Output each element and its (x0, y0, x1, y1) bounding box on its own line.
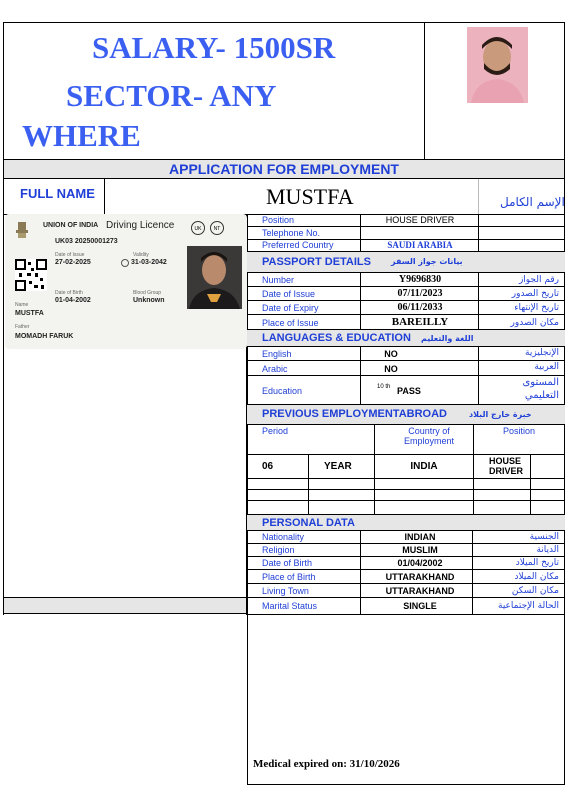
passport-place-arabic: مكان الصدور (510, 318, 559, 328)
divider (360, 273, 361, 330)
divider (360, 531, 361, 615)
position-column-label: Position (503, 426, 536, 436)
religion-arabic: الديانة (536, 545, 559, 555)
divider (473, 455, 474, 515)
personal-section-header (247, 515, 565, 531)
passport-heading: PASSPORT DETAILS (262, 256, 371, 268)
licence-issuer: UNION OF INDIA (43, 222, 99, 229)
licence-photo (187, 246, 242, 309)
birth-date-arabic: تاريخ الميلاد (515, 558, 559, 568)
employment-country: INDIA (410, 461, 438, 472)
licence-number: UK03 20250001273 (55, 238, 118, 245)
nationality-arabic: الجنسية (529, 532, 559, 542)
education-arabic-cont: التعليمي (524, 390, 559, 401)
full-name-label: FULL NAME (20, 186, 95, 201)
dob-label: Date of Birth (55, 290, 83, 296)
language-row (247, 347, 565, 361)
type-badge: NT (210, 221, 224, 235)
employment-blank-row (247, 501, 565, 515)
full-name-label-arabic: الإسم الكامل (500, 195, 565, 209)
telephone-label: Telephone No. (262, 228, 321, 238)
nationality-label: Nationality (262, 532, 305, 542)
personal-row (247, 598, 565, 615)
passport-expiry-arabic: تاريخ الإنتهاء (514, 303, 559, 313)
licence-dob: 01-04-2002 (55, 297, 91, 304)
employment-period: 06 (262, 461, 274, 472)
languages-section-header (247, 330, 565, 347)
passport-issue-value: 07/11/2023 (397, 288, 443, 299)
birth-place-arabic: مكان الميلاد (514, 572, 559, 582)
divider (360, 347, 361, 405)
position-row (247, 214, 565, 227)
country-row (247, 240, 565, 252)
living-town-label: Living Town (262, 586, 309, 596)
personal-row (247, 531, 565, 544)
personal-row (247, 584, 565, 598)
passport-row (247, 287, 565, 301)
sector-headline: SECTOR- ANY (66, 78, 277, 113)
marital-status-arabic: الحالة الإجتماعية (498, 601, 559, 611)
passport-number-label: Number (262, 275, 295, 285)
education-label: Education (262, 386, 303, 396)
birth-date-label: Date of Birth (262, 558, 313, 568)
medical-expiry-note: Medical expired on: 31/10/2026 (253, 758, 400, 770)
education-value: PASS (397, 386, 421, 396)
emblem-icon (11, 219, 33, 241)
preferred-country-label: Preferred Country (262, 240, 334, 250)
employment-row (247, 455, 565, 479)
passport-number-arabic: رقم الجواز (518, 275, 559, 285)
arabic-arabic: العربية (534, 362, 559, 372)
father-label: Father (15, 324, 30, 330)
divider (374, 425, 375, 455)
religion-label: Religion (262, 545, 295, 555)
nationality-value: INDIAN (404, 532, 436, 542)
father-name: MOMADH FARUK (15, 333, 74, 340)
marital-status-label: Marital Status (262, 601, 318, 611)
divider (360, 214, 361, 252)
licence-title: Driving Licence (106, 220, 175, 231)
passport-expiry-label: Date of Expiry (262, 303, 319, 313)
validity-icon (121, 259, 129, 267)
period-column-label: Period (262, 426, 289, 436)
employment-heading: PREVIOUS EMPLOYMENTABROAD (262, 408, 447, 420)
education-grade: 10 th (377, 384, 391, 390)
passport-place-label: Place of Issue (262, 318, 319, 328)
employment-section-header (247, 405, 565, 425)
divider (472, 531, 473, 615)
passport-issue-label: Date of Issue (262, 289, 316, 299)
languages-heading-arabic: اللغة والتعليم (421, 334, 474, 343)
passport-row (247, 301, 565, 315)
arabic-value: NO (384, 364, 398, 374)
full-name-value: MUSTFA (266, 184, 354, 209)
preferred-country-value: SAUDI ARABIA (387, 240, 453, 250)
passport-row (247, 315, 565, 330)
passport-issue-arabic: تاريخ الصدور (511, 289, 559, 299)
state-badge: UK (191, 221, 205, 235)
passport-section-header (247, 252, 565, 273)
education-arabic: المستوى (522, 377, 559, 388)
language-row (247, 361, 565, 376)
blood-group: Unknown (133, 297, 165, 304)
passport-expiry-value: 06/11/2033 (397, 302, 443, 313)
holder-name-label: Name (15, 302, 29, 308)
living-town-arabic: مكان السكن (511, 586, 559, 596)
divider (374, 455, 375, 515)
holder-name: MUSTFA (15, 310, 44, 317)
divider (478, 179, 479, 215)
divider (478, 347, 479, 405)
living-town-value: UTTARAKHAND (385, 586, 455, 596)
birth-place-label: Place of Birth (262, 572, 316, 582)
education-row (247, 376, 565, 405)
telephone-row (247, 227, 565, 240)
passport-number-value: Y9696830 (398, 274, 442, 285)
position-value: HOUSE DRIVER (385, 215, 455, 225)
personal-row (247, 544, 565, 557)
languages-heading: LANGUAGES & EDUCATION (262, 332, 411, 344)
passport-row (247, 273, 565, 287)
validity-label: Validity (133, 252, 149, 258)
left-column-band (3, 597, 247, 614)
birth-place-value: UTTARAKHAND (385, 572, 455, 582)
english-label: English (262, 349, 292, 359)
birth-date-value: 01/04/2002 (397, 558, 443, 568)
divider (308, 455, 309, 515)
divider (530, 455, 531, 515)
issue-date: 27-02-2025 (55, 259, 91, 266)
position-label: Position (262, 215, 295, 225)
applicant-photo (467, 27, 528, 103)
divider (478, 273, 479, 330)
personal-row (247, 557, 565, 570)
personal-heading: PERSONAL DATA (262, 517, 355, 529)
employment-heading-arabic: خبرة خارج البلاد (469, 410, 532, 419)
qr-code-icon (15, 259, 47, 291)
salary-headline: SALARY- 1500SR (92, 30, 336, 65)
divider (478, 214, 479, 252)
employment-header-row (247, 425, 565, 455)
divider (104, 179, 105, 215)
arabic-label: Arabic (262, 364, 288, 374)
passport-heading-arabic: بيانات جواز السفر (391, 257, 463, 266)
blood-group-label: Blood Group (133, 290, 162, 296)
issue-date-label: Date of Issue (55, 252, 85, 258)
form-title: APPLICATION FOR EMPLOYMENT (3, 159, 565, 179)
marital-status-value: SINGLE (403, 601, 437, 611)
employment-blank-row (247, 479, 565, 490)
personal-row (247, 570, 565, 584)
employment-blank-row (247, 490, 565, 501)
sector-headline-cont: WHERE (22, 118, 141, 153)
validity-date: 31-03-2042 (131, 259, 167, 266)
religion-value: MUSLIM (402, 545, 438, 555)
country-column-label: Country of Employment (403, 426, 455, 446)
employment-position: HOUSE DRIVER (489, 456, 524, 476)
english-arabic: الإنجليزية (525, 348, 559, 358)
employment-unit: YEAR (324, 461, 352, 472)
divider (473, 425, 474, 455)
passport-place-value: BAREILLY (391, 316, 449, 328)
driving-licence-card (5, 214, 247, 349)
english-value: NO (384, 349, 398, 359)
